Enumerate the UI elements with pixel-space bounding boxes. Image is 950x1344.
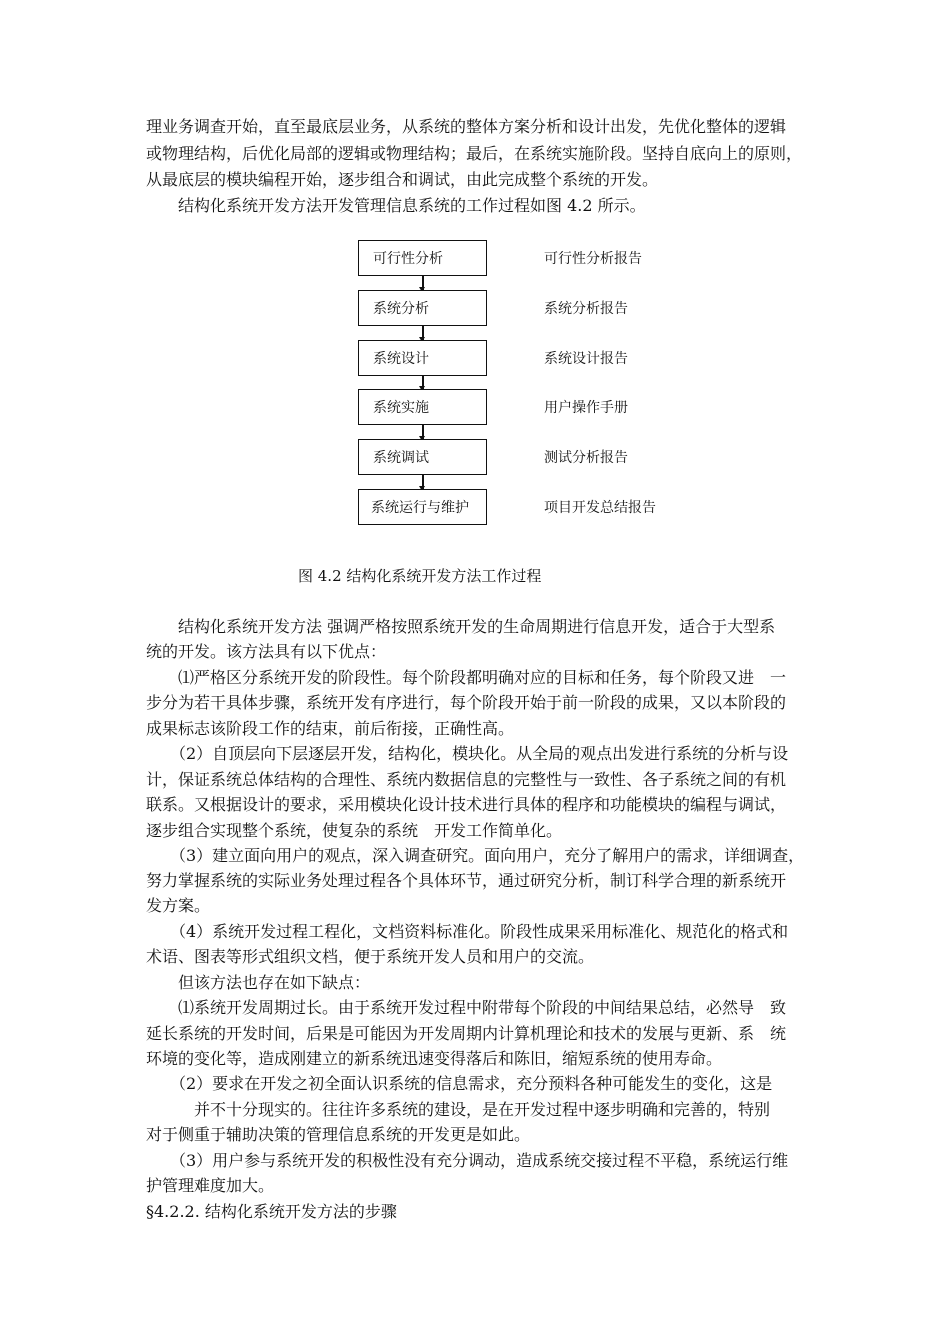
stage-box-testing: 系统调试 xyxy=(358,439,487,475)
body-line: 延长系统的开发时间，后果是可能因为开发周期内计算机理论和技术的发展与更新、系 统 xyxy=(146,1024,787,1043)
intro-line-4: 结构化系统开发方法开发管理信息系统的工作过程如图 4.2 所示。 xyxy=(146,196,646,215)
body-line: （3）用户参与系统开发的积极性没有充分调动，造成系统交接过程不平稳，系统运行维 xyxy=(146,1151,789,1170)
body-line: 对于侧重于辅助决策的管理信息系统的开发更是如此。 xyxy=(146,1125,531,1144)
body-line: （3）建立面向用户的观点，深入调查研究。面向用户，充分了解用户的需求，详细调查， xyxy=(146,846,805,865)
stage-box-analysis: 系统分析 xyxy=(358,290,487,326)
stage-box-feasibility: 可行性分析 xyxy=(358,240,487,276)
doc-label-user-manual: 用户操作手册 xyxy=(544,400,628,416)
body-line: 环境的变化等，造成刚建立的新系统迅速变得落后和陈旧，缩短系统的使用寿命。 xyxy=(146,1049,723,1068)
body-line: 步分为若干具体步骤，系统开发有序进行，每个阶段开始于前一阶段的成果，又以本阶段的 xyxy=(146,693,787,712)
body-line: 护管理难度加大。 xyxy=(146,1176,275,1195)
flow-arrow xyxy=(422,276,424,290)
body-line: 但该方法也存在如下缺点： xyxy=(146,973,371,992)
stage-box-design: 系统设计 xyxy=(358,340,487,376)
body-line: ⑴严格区分系统开发的阶段性。每个阶段都明确对应的目标和任务，每个阶段又进 一 xyxy=(146,668,787,687)
body-line: 发方案。 xyxy=(146,896,211,915)
intro-line-1: 理业务调查开始，直至最底层业务，从系统的整体方案分析和设计出发，先优化整体的逻辑 xyxy=(146,117,787,136)
intro-line-2: 或物理结构，后优化局部的逻辑或物理结构；最后，在系统实施阶段。坚持自底向上的原则， xyxy=(146,144,803,163)
flow-arrow xyxy=(422,475,424,489)
body-line: 计，保证系统总体结构的合理性、系统内数据信息的完整性与一致性、各子系统之间的有机 xyxy=(146,770,787,789)
doc-label-analysis-report: 系统分析报告 xyxy=(544,301,628,317)
body-line: 努力掌握系统的实际业务处理过程各个具体环节，通过研究分析，制订科学合理的新系统开 xyxy=(146,871,787,890)
flow-arrow xyxy=(422,425,424,439)
body-line: 成果标志该阶段工作的结束，前后衔接，正确性高。 xyxy=(146,719,515,738)
section-heading: §4.2.2. 结构化系统开发方法的步骤 xyxy=(146,1202,397,1221)
intro-line-3: 从最底层的模块编程开始，逐步组合和调试，由此完成整个系统的开发。 xyxy=(146,170,659,189)
body-line: （4）系统开发过程工程化，文档资料标准化。阶段性成果采用标准化、规范化的格式和 xyxy=(146,922,789,941)
body-line: 术语、图表等形式组织文档，便于系统开发人员和用户的交流。 xyxy=(146,947,595,966)
figure-caption: 图 4.2 结构化系统开发方法工作过程 xyxy=(298,567,542,585)
doc-label-design-report: 系统设计报告 xyxy=(544,351,628,367)
body-line: 逐步组合实现整个系统，使复杂的系统 开发工作简单化。 xyxy=(146,821,563,840)
flow-diagram xyxy=(0,0,950,600)
doc-label-summary-report: 项目开发总结报告 xyxy=(544,500,656,516)
body-line: （2）要求在开发之初全面认识系统的信息需求，充分预料各种可能发生的变化，这是 xyxy=(146,1074,773,1093)
body-line: 并不十分现实的。往往许多系统的建设，是在开发过程中逐步明确和完善的，特别 xyxy=(146,1100,771,1119)
doc-label-test-report: 测试分析报告 xyxy=(544,450,628,466)
body-line: 统的开发。该方法具有以下优点： xyxy=(146,642,387,661)
flow-arrow xyxy=(422,376,424,389)
stage-box-implementation: 系统实施 xyxy=(358,389,487,425)
stage-box-operation: 系统运行与维护 xyxy=(358,489,487,525)
doc-label-feasibility-report: 可行性分析报告 xyxy=(544,251,642,267)
body-line: 结构化系统开发方法 强调严格按照系统开发的生命周期进行信息开发，适合于大型系 xyxy=(146,617,776,636)
body-line: 联系。又根据设计的要求，采用模块化设计技术进行具体的程序和功能模块的编程与调试， xyxy=(146,795,787,814)
flow-arrow xyxy=(422,326,424,340)
body-line: ⑴系统开发周期过长。由于系统开发过程中附带每个阶段的中间结果总结，必然导 致 xyxy=(146,998,787,1017)
body-line: （2）自顶层向下层逐层开发，结构化，模块化。从全局的观点出发进行系统的分析与设 xyxy=(146,744,789,763)
